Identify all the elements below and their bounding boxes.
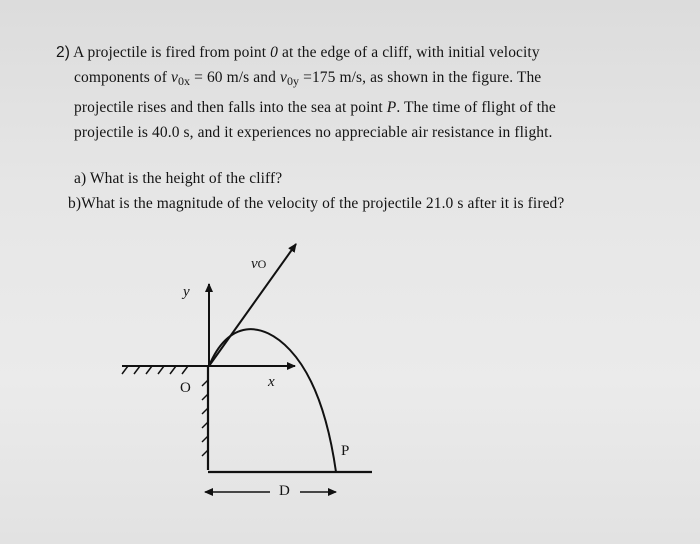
question-b: b)What is the magnitude of the velocity of the projectile 21.0 s after it is fired? [68, 195, 565, 212]
v0-label [251, 256, 266, 273]
point-p-ref: P [386, 99, 397, 116]
distance-d-label: D [279, 483, 290, 499]
origin-label: O [180, 380, 191, 396]
problem-text-1b: at the edge of a cliff, with initial velocity [277, 44, 540, 61]
problem-text-2c: =175 m/s, as shown in the figure. The [299, 69, 542, 86]
problem-number: 2) [56, 44, 70, 61]
cliff-top-surface [122, 366, 208, 374]
problem-text-1a: A projectile is fired from point [73, 44, 271, 61]
v0x-subscript: 0x [177, 74, 191, 88]
v0y-symbol: v [279, 69, 287, 86]
problem-text-3b: . The time of flight of the [396, 99, 556, 116]
y-axis-label: y [183, 284, 190, 300]
v0y-subscript: 0y [286, 74, 300, 88]
v0-symbol: v [251, 256, 258, 272]
point-o-ref: 0 [270, 44, 278, 61]
problem-text-3a: projectile rises and then falls into the sea at point [74, 99, 387, 116]
cliff-face [202, 366, 208, 470]
x-axis-label: x [268, 374, 275, 390]
v0-subscript: O [257, 257, 267, 271]
problem-text-2b: = 60 m/s and [190, 69, 280, 86]
problem-text-2a: components of [74, 69, 171, 86]
v0x-symbol: v [170, 69, 178, 86]
question-a: a) What is the height of the cliff? [74, 170, 283, 187]
problem-text-4: projectile is 40.0 s, and it experiences no appreciable air resistance in flight. [74, 124, 553, 141]
trajectory-curve [209, 329, 336, 472]
point-p-label: P [341, 443, 350, 459]
